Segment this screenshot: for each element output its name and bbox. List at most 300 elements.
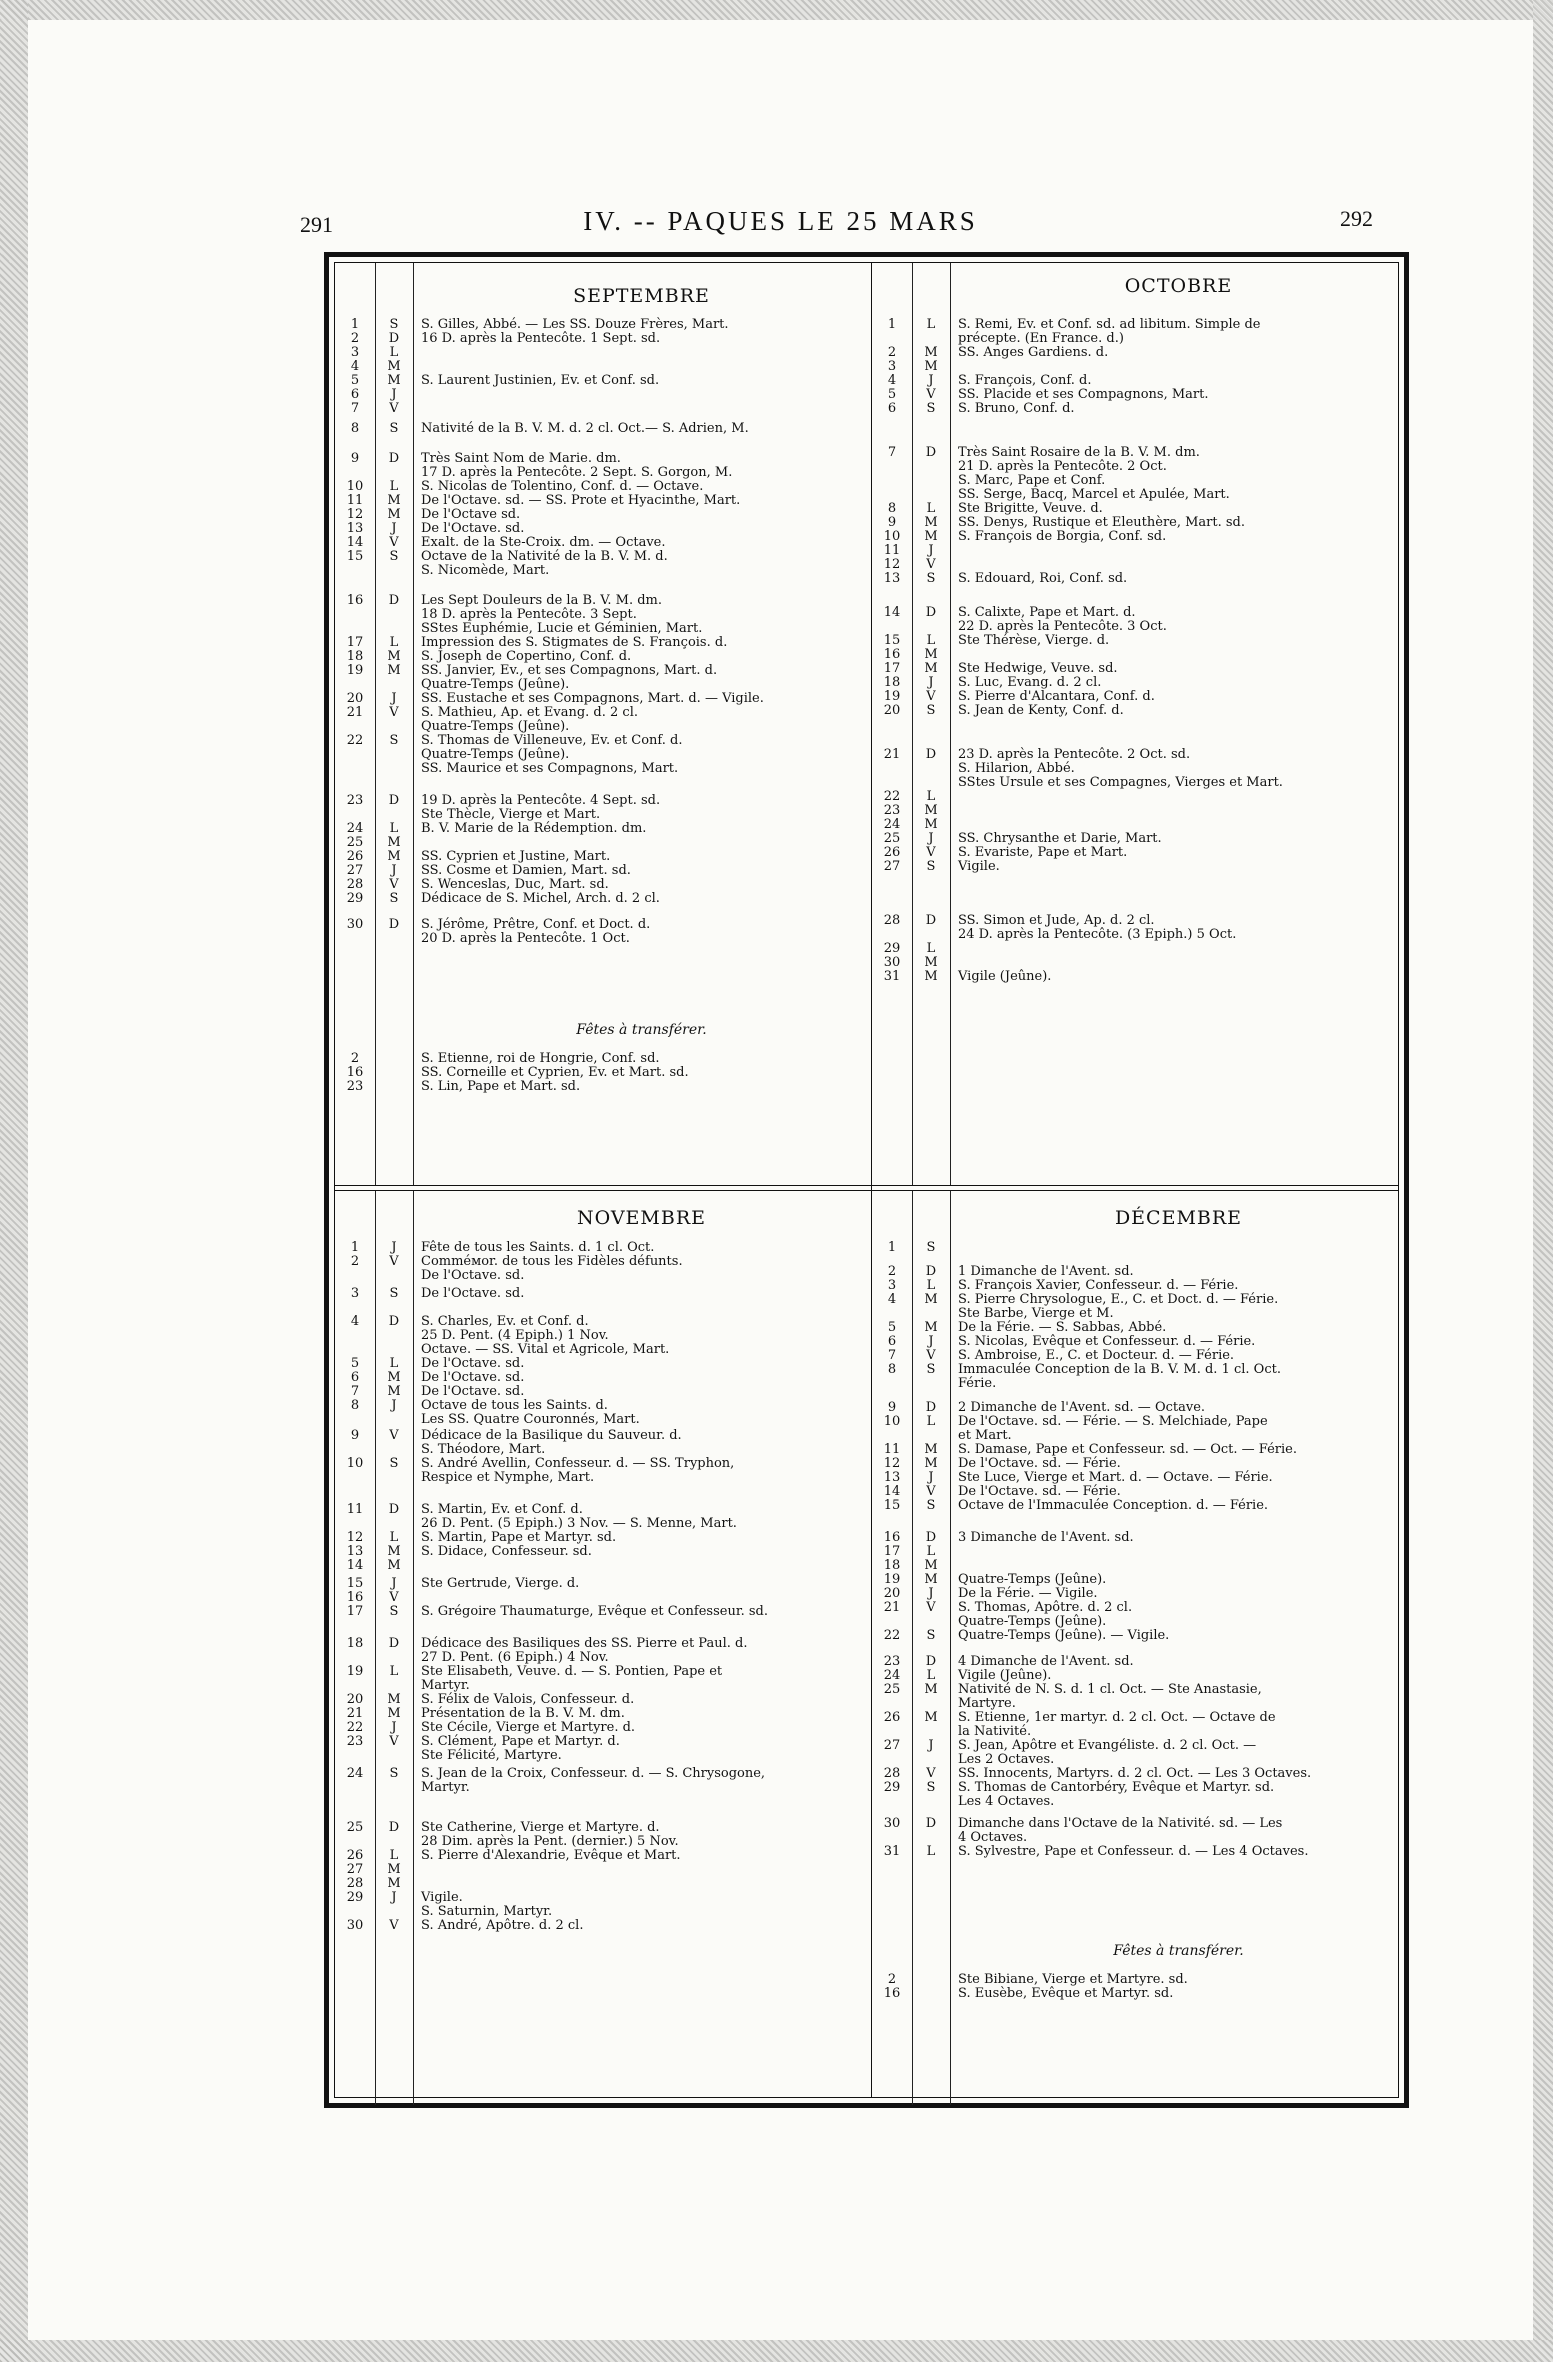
page-header	[28, 206, 1533, 246]
feast-text: S. Charles, Ev. et Conf. d. 25 D. Pent. (4 Epiph.) 1 Nov. Octave. — SS. Vital et Agricole, Mart.	[421, 1314, 670, 1357]
weekday-letter: V	[926, 1600, 936, 1615]
weekday-letter: M	[387, 373, 401, 388]
weekday-letter: M	[924, 817, 938, 832]
day-number: 7	[887, 1348, 897, 1363]
weekday-letter: V	[926, 1348, 936, 1363]
feast-text: 23 D. après la Pentecôte. 2 Oct. sd. S. Hilarion, Abbé. SStes Ursule et ses Compagnes, Vierges et Mart.	[958, 747, 1283, 790]
feast-text: Nativité de la B. V. M. d. 2 cl. Oct.— S. Adrien, M.	[421, 421, 749, 436]
day-number: 7	[350, 401, 360, 416]
feast-text: Nativité de N. S. d. 1 cl. Oct. — Ste Anastasie, Martyre.	[958, 1682, 1262, 1711]
weekday-letter: D	[388, 331, 400, 346]
day-number: 13	[883, 571, 901, 586]
day-number: 23	[883, 1654, 901, 1669]
weekday-letter: V	[389, 877, 399, 892]
feast-text: S. François Xavier, Confesseur. d. — Férie.	[958, 1278, 1239, 1293]
feast-text: S. Wenceslas, Duc, Mart. sd.	[421, 877, 609, 892]
weekday-letter: D	[388, 1314, 400, 1329]
weekday-letter: S	[389, 1766, 399, 1781]
feast-text: Présentation de la B. V. M. dm.	[421, 1706, 625, 1721]
day-number: 5	[350, 1356, 360, 1371]
day-number: 29	[346, 891, 364, 906]
feast-text: 4 Dimanche de l'Avent. sd.	[958, 1654, 1134, 1669]
feast-text: SS. Anges Gardiens. d.	[958, 345, 1109, 360]
feast-text: De la Férie. — S. Sabbas, Abbé.	[958, 1320, 1167, 1335]
feast-text: Vigile (Jeûne).	[958, 969, 1052, 984]
feast-text: S. Nicolas de Tolentino, Conf. d. — Octave.	[421, 479, 704, 494]
weekday-letter: J	[928, 1738, 934, 1753]
day-number: 18	[346, 1636, 364, 1651]
day-number: 29	[346, 1890, 364, 1905]
day-number: 16	[883, 1530, 901, 1545]
day-number: 27	[346, 863, 364, 878]
feast-text: 16 D. après la Pentecôte. 1 Sept. sd.	[421, 331, 661, 346]
day-number: 16	[346, 593, 364, 608]
feast-text: S. Etienne, 1er martyr. d. 2 cl. Oct. — Octave de la Nativité.	[958, 1710, 1276, 1739]
day-number: 19	[346, 1664, 364, 1679]
day-number: 23	[346, 1079, 364, 1094]
feast-text: De l'Octave. sd.	[421, 1356, 525, 1371]
day-number: 30	[346, 917, 364, 932]
feast-text: Ste Cécile, Vierge et Martyre. d.	[421, 1720, 636, 1735]
day-number: 24	[346, 821, 364, 836]
weekday-letter: J	[928, 1470, 934, 1485]
day-number: 8	[887, 501, 897, 516]
weekday-letter: S	[926, 401, 936, 416]
weekday-letter: L	[389, 1664, 399, 1679]
month-septembre	[335, 263, 870, 1185]
feast-text: S. Gilles, Abbé. — Les SS. Douze Frères, Mart.	[421, 317, 729, 332]
weekday-letter: D	[388, 917, 400, 932]
day-number: 24	[346, 1766, 364, 1781]
feast-text: Ste Hedwige, Veuve. sd.	[958, 661, 1118, 676]
day-number: 6	[887, 1334, 897, 1349]
day-number: 28	[346, 877, 364, 892]
weekday-letter: L	[389, 1848, 399, 1863]
day-number: 17	[883, 661, 901, 676]
feast-text: S. Félix de Valois, Confesseur. d.	[421, 1692, 635, 1707]
calendar-frame	[324, 252, 1409, 2108]
feast-text: Exalt. de la Ste-Croix. dm. — Octave.	[421, 535, 666, 550]
weekday-letter: L	[926, 1278, 936, 1293]
weekday-letter: L	[926, 1414, 936, 1429]
weekday-letter: S	[926, 1498, 936, 1513]
day-number: 10	[883, 529, 901, 544]
feast-text: S. Remi, Ev. et Conf. sd. ad libitum. Simple de précepte. (En France. d.)	[958, 317, 1261, 346]
day-number: 24	[883, 1668, 901, 1683]
weekday-letter: M	[924, 1292, 938, 1307]
feast-text: S. Jean de la Croix, Confesseur. d. — S. Chrysogone, Martyr.	[421, 1766, 766, 1795]
day-number: 18	[883, 675, 901, 690]
feast-text: Très Saint Rosaire de la B. V. M. dm. 21 D. après la Pentecôte. 2 Oct. S. Marc, Pape et Conf. SS. Serge, Bacq, Marcel et Apulée, Mart.	[958, 445, 1230, 502]
feast-text: S. André Avellin, Confesseur. d. — SS. Tryphon, Respice et Nymphe, Mart.	[421, 1456, 735, 1485]
weekday-letter: D	[925, 1530, 937, 1545]
weekday-letter: J	[391, 521, 397, 536]
feast-text: S. André, Apôtre. d. 2 cl.	[421, 1918, 584, 1933]
day-number: 9	[887, 515, 897, 530]
day-number: 17	[346, 635, 364, 650]
feast-text: S. Jean de Kenty, Conf. d.	[958, 703, 1124, 718]
day-number: 12	[883, 1456, 901, 1471]
feast-text: S. Evariste, Pape et Mart.	[958, 845, 1128, 860]
day-number: 19	[346, 663, 364, 678]
day-number: 16	[883, 1986, 901, 2001]
feast-text: S. Damase, Pape et Confesseur. sd. — Oct. — Férie.	[958, 1442, 1297, 1457]
day-number: 15	[346, 1576, 364, 1591]
feast-text: De l'Octave. sd. — Férie. — S. Melchiade, Pape et Mart.	[958, 1414, 1268, 1443]
column-rule	[413, 263, 414, 1185]
day-number: 6	[350, 1370, 360, 1385]
day-number: 2	[887, 1264, 897, 1279]
weekday-letter: D	[388, 793, 400, 808]
weekday-letter: V	[389, 1918, 399, 1933]
day-number: 1	[350, 317, 360, 332]
feast-text: De l'Octave sd.	[421, 507, 521, 522]
feast-text: Vigile. S. Saturnin, Martyr.	[421, 1890, 553, 1919]
weekday-letter: S	[389, 1286, 399, 1301]
day-number: 15	[883, 633, 901, 648]
day-number: 31	[883, 1844, 901, 1859]
day-number: 20	[346, 691, 364, 706]
weekday-letter: J	[928, 1334, 934, 1349]
day-number: 24	[883, 817, 901, 832]
weekday-letter: J	[391, 1720, 397, 1735]
feast-text: SS. Innocents, Martyrs. d. 2 cl. Oct. — Les 3 Octaves.	[958, 1766, 1312, 1781]
day-number: 26	[346, 1848, 364, 1863]
day-number: 9	[887, 1400, 897, 1415]
day-number: 18	[883, 1558, 901, 1573]
day-number: 22	[346, 1720, 364, 1735]
day-number: 4	[350, 359, 360, 374]
feast-text: SS. Cyprien et Justine, Mart.	[421, 849, 611, 864]
weekday-letter: D	[388, 451, 400, 466]
feast-text: Vigile (Jeûne).	[958, 1668, 1052, 1683]
day-number: 13	[883, 1470, 901, 1485]
feast-text: Les Sept Douleurs de la B. V. M. dm. 18 D. après la Pentecôte. 3 Sept. SStes Euphémie, Lucie et Géminien, Mart.	[421, 593, 703, 636]
weekday-letter: M	[924, 955, 938, 970]
weekday-letter: M	[924, 1442, 938, 1457]
day-number: 8	[887, 1362, 897, 1377]
weekday-letter: L	[926, 1668, 936, 1683]
day-number: 10	[346, 479, 364, 494]
weekday-letter: V	[926, 1766, 936, 1781]
month-title: NOVEMBRE	[576, 1207, 707, 1229]
weekday-letter: M	[387, 649, 401, 664]
day-number: 10	[883, 1414, 901, 1429]
feast-text: S. Lin, Pape et Mart. sd.	[421, 1079, 581, 1094]
weekday-letter: M	[924, 969, 938, 984]
weekday-letter: M	[924, 345, 938, 360]
feast-text: Quatre-Temps (Jeûne). — Vigile.	[958, 1628, 1170, 1643]
feast-text: 2 Dimanche de l'Avent. sd. — Octave.	[958, 1400, 1206, 1415]
feast-text: SS. Chrysanthe et Darie, Mart.	[958, 831, 1162, 846]
feast-text: S. Edouard, Roi, Conf. sd.	[958, 571, 1128, 586]
month-title: SEPTEMBRE	[573, 285, 710, 307]
day-number: 23	[346, 1734, 364, 1749]
day-number: 20	[346, 1692, 364, 1707]
feast-text: Octave de l'Immaculée Conception. d. — Férie.	[958, 1498, 1269, 1513]
feast-text: S. François, Conf. d.	[958, 373, 1092, 388]
feast-text: Dédicace de S. Michel, Arch. d. 2 cl.	[421, 891, 660, 906]
month-title: OCTOBRE	[1124, 275, 1233, 297]
day-number: 8	[350, 421, 360, 436]
weekday-letter: M	[387, 835, 401, 850]
weekday-letter: M	[924, 661, 938, 676]
feast-text: S. Etienne, roi de Hongrie, Conf. sd.	[421, 1051, 660, 1066]
feast-text: Octave de la Nativité de la B. V. M. d. S. Nicomède, Mart.	[421, 549, 668, 578]
feast-text: B. V. Marie de la Rédemption. dm.	[421, 821, 647, 836]
feast-text: Fête de tous les Saints. d. 1 cl. Oct.	[421, 1240, 655, 1255]
weekday-letter: L	[926, 1844, 936, 1859]
day-number: 15	[883, 1498, 901, 1513]
weekday-letter: V	[389, 1590, 399, 1605]
day-number: 5	[887, 387, 897, 402]
feast-text: S. Thomas de Villeneuve, Ev. et Conf. d. Quatre-Temps (Jeûne). SS. Maurice et ses Compagnons, Mart.	[421, 733, 683, 776]
feast-text: SS. Janvier, Ev., et ses Compagnons, Mart. d. Quatre-Temps (Jeûne).	[421, 663, 718, 692]
day-number: 2	[350, 331, 360, 346]
feast-text: Ste Thérèse, Vierge. d.	[958, 633, 1110, 648]
weekday-letter: J	[391, 1240, 397, 1255]
day-number: 28	[346, 1876, 364, 1891]
weekday-letter: L	[389, 635, 399, 650]
day-number: 19	[883, 1572, 901, 1587]
weekday-letter: D	[925, 1654, 937, 1669]
weekday-letter: V	[389, 705, 399, 720]
day-number: 1	[887, 317, 897, 332]
feast-text: SS. Cosme et Damien, Mart. sd.	[421, 863, 631, 878]
feast-text: S. Mathieu, Ap. et Evang. d. 2 cl. Quatre-Temps (Jeûne).	[421, 705, 638, 734]
feast-text: Dimanche dans l'Octave de la Nativité. sd. — Les 4 Octaves.	[958, 1816, 1283, 1845]
weekday-letter: V	[389, 401, 399, 416]
weekday-letter: M	[387, 1692, 401, 1707]
weekday-letter: D	[388, 593, 400, 608]
weekday-letter: V	[926, 689, 936, 704]
weekday-letter: M	[924, 1320, 938, 1335]
weekday-letter: V	[389, 535, 399, 550]
weekday-letter: D	[388, 1636, 400, 1651]
feast-text: S. Eusèbe, Evêque et Martyr. sd.	[958, 1986, 1174, 2001]
day-number: 15	[346, 549, 364, 564]
weekday-letter: L	[926, 633, 936, 648]
weekday-letter: M	[387, 507, 401, 522]
weekday-letter: J	[928, 675, 934, 690]
weekday-letter: S	[389, 421, 399, 436]
weekday-letter: M	[924, 1558, 938, 1573]
day-number: 25	[883, 1682, 901, 1697]
weekday-letter: M	[924, 803, 938, 818]
day-number: 4	[887, 373, 897, 388]
day-number: 7	[350, 1384, 360, 1399]
weekday-letter: L	[926, 941, 936, 956]
day-number: 1	[350, 1240, 360, 1255]
day-number: 26	[883, 845, 901, 860]
day-number: 13	[346, 1544, 364, 1559]
scanned-page	[28, 20, 1533, 2340]
day-number: 16	[346, 1065, 364, 1080]
day-number: 4	[350, 1314, 360, 1329]
day-number: 28	[883, 913, 901, 928]
weekday-letter: J	[391, 863, 397, 878]
month-decembre	[872, 1191, 1407, 2105]
day-number: 29	[883, 1780, 901, 1795]
feast-text: SS. Simon et Jude, Ap. d. 2 cl. 24 D. après la Pentecôte. (3 Epiph.) 5 Oct.	[958, 913, 1237, 942]
day-number: 17	[346, 1604, 364, 1619]
feast-text: S. Pierre d'Alcantara, Conf. d.	[958, 689, 1155, 704]
weekday-letter: V	[389, 1734, 399, 1749]
weekday-letter: D	[388, 1502, 400, 1517]
weekday-letter: M	[387, 1876, 401, 1891]
column-rule	[950, 263, 951, 1185]
day-number: 25	[346, 1820, 364, 1835]
scan-noise-bottom	[0, 2340, 1553, 2362]
weekday-letter: M	[924, 1682, 938, 1697]
weekday-letter: V	[926, 557, 936, 572]
weekday-letter: D	[925, 747, 937, 762]
weekday-letter: J	[391, 1576, 397, 1591]
feast-text: S. Nicolas, Evêque et Confesseur. d. — Férie.	[958, 1334, 1256, 1349]
weekday-letter: M	[387, 1384, 401, 1399]
feast-text: Ste Bibiane, Vierge et Martyre. sd.	[958, 1972, 1188, 1987]
month-title: DÉCEMBRE	[1114, 1207, 1243, 1229]
feast-text: De l'Octave. sd. — SS. Prote et Hyacinthe, Mart.	[421, 493, 741, 508]
day-number: 14	[883, 605, 901, 620]
calendar-inner	[334, 262, 1399, 2098]
feast-text: SS. Placide et ses Compagnons, Mart.	[958, 387, 1209, 402]
day-number: 26	[883, 1710, 901, 1725]
feast-text: Immaculée Conception de la B. V. M. d. 1 cl. Oct. Férie.	[958, 1362, 1281, 1391]
feast-text: S. Bruno, Conf. d.	[958, 401, 1075, 416]
weekday-letter: M	[387, 1706, 401, 1721]
weekday-letter: M	[387, 1544, 401, 1559]
weekday-letter: M	[387, 1370, 401, 1385]
day-number: 20	[883, 1586, 901, 1601]
feast-text: S. Sylvestre, Pape et Confesseur. d. — Les 4 Octaves.	[958, 1844, 1309, 1859]
feast-text: Impression des S. Stigmates de S. François. d.	[421, 635, 728, 650]
feast-text: S. Jean, Apôtre et Evangéliste. d. 2 cl. Oct. — Les 2 Octaves.	[958, 1738, 1257, 1767]
day-number: 27	[346, 1862, 364, 1877]
weekday-letter: S	[389, 317, 399, 332]
weekday-letter: M	[387, 1558, 401, 1573]
day-number: 2	[887, 1972, 897, 1987]
day-number: 29	[883, 941, 901, 956]
day-number: 9	[350, 451, 360, 466]
weekday-letter: S	[926, 1780, 936, 1795]
day-number: 16	[346, 1590, 364, 1605]
day-number: 2	[350, 1051, 360, 1066]
day-number: 28	[883, 1766, 901, 1781]
feast-text: S. Grégoire Thaumaturge, Evêque et Confesseur. sd.	[421, 1604, 769, 1619]
day-number: 31	[883, 969, 901, 984]
day-number: 22	[346, 733, 364, 748]
day-number: 2	[350, 1254, 360, 1269]
feast-text: S. Jérôme, Prêtre, Conf. et Doct. d. 20 D. après la Pentecôte. 1 Oct.	[421, 917, 651, 946]
day-number: 23	[883, 803, 901, 818]
month-octobre	[872, 263, 1407, 1185]
day-number: 14	[346, 1558, 364, 1573]
day-number: 25	[346, 835, 364, 850]
day-number: 12	[346, 507, 364, 522]
day-number: 21	[883, 747, 901, 762]
feast-text: De la Férie. — Vigile.	[958, 1586, 1098, 1601]
weekday-letter: J	[928, 831, 934, 846]
feast-text: S. Martin, Pape et Martyr. sd.	[421, 1530, 617, 1545]
weekday-letter: V	[926, 1484, 936, 1499]
weekday-letter: S	[389, 891, 399, 906]
day-number: 7	[887, 445, 897, 460]
weekday-letter: S	[926, 1628, 936, 1643]
day-number: 6	[350, 387, 360, 402]
day-number: 6	[887, 401, 897, 416]
day-number: 16	[883, 647, 901, 662]
day-number: 21	[883, 1600, 901, 1615]
transfer-title: Fêtes à transférer.	[1113, 1943, 1244, 1959]
weekday-letter: J	[928, 373, 934, 388]
weekday-letter: S	[926, 571, 936, 586]
day-number: 22	[883, 1628, 901, 1643]
day-number: 3	[887, 359, 897, 374]
weekday-letter: D	[925, 605, 937, 620]
weekday-letter: J	[928, 543, 934, 558]
feast-text: S. Luc, Evang. d. 2 cl.	[958, 675, 1102, 690]
weekday-letter: S	[389, 733, 399, 748]
weekday-letter: M	[924, 529, 938, 544]
day-number: 12	[346, 1530, 364, 1545]
feast-text: S. Ambroise, E., C. et Docteur. d. — Férie.	[958, 1348, 1235, 1363]
day-number: 30	[883, 1816, 901, 1831]
feast-text: De l'Octave. sd.	[421, 1286, 525, 1301]
weekday-letter: S	[926, 1362, 936, 1377]
feast-text: Vigile.	[958, 859, 1000, 874]
day-number: 11	[346, 493, 364, 508]
feast-text: Dédicace des Basiliques des SS. Pierre et Paul. d. 27 D. Pent. (6 Epiph.) 4 Nov.	[421, 1636, 748, 1665]
feast-text: Quatre-Temps (Jeûne).	[958, 1572, 1107, 1587]
day-number: 30	[883, 955, 901, 970]
feast-text: SS. Corneille et Cyprien, Ev. et Mart. sd.	[421, 1065, 689, 1080]
feast-text: Octave de tous les Saints. d. Les SS. Quatre Couronnés, Mart.	[421, 1398, 640, 1427]
transfer-title: Fêtes à transférer.	[576, 1022, 707, 1038]
feast-text: De l'Octave. sd.	[421, 1384, 525, 1399]
weekday-letter: L	[926, 1544, 936, 1559]
day-number: 4	[887, 1292, 897, 1307]
weekday-letter: J	[391, 1890, 397, 1905]
feast-text: De l'Octave. sd.	[421, 1370, 525, 1385]
weekday-letter: J	[391, 387, 397, 402]
day-number: 18	[346, 649, 364, 664]
feast-text: S. Pierre Chrysologue, E., C. et Doct. d. — Férie. Ste Barbe, Vierge et M.	[958, 1292, 1279, 1321]
weekday-letter: M	[387, 359, 401, 374]
day-number: 21	[346, 705, 364, 720]
feast-text: S. Pierre d'Alexandrie, Evêque et Mart.	[421, 1848, 681, 1863]
weekday-letter: D	[925, 1400, 937, 1415]
feast-text: Ste Catherine, Vierge et Martyre. d. 28 Dim. après la Pent. (dernier.) 5 Nov.	[421, 1820, 679, 1849]
day-number: 17	[883, 1544, 901, 1559]
feast-text: Très Saint Nom de Marie. dm. 17 D. après la Pentecôte. 2 Sept. S. Gorgon, M.	[421, 451, 733, 480]
scan-noise-left	[0, 0, 28, 2362]
weekday-letter: M	[924, 1456, 938, 1471]
day-number: 12	[883, 557, 901, 572]
page-number-left: 291	[300, 212, 333, 237]
feast-text: S. Thomas, Apôtre. d. 2 cl. Quatre-Temps (Jeûne).	[958, 1600, 1133, 1629]
weekday-letter: L	[926, 317, 936, 332]
weekday-letter: M	[387, 663, 401, 678]
weekday-letter: V	[926, 387, 936, 402]
day-number: 20	[883, 703, 901, 718]
feast-text: De l'Octave. sd. — Férie.	[958, 1484, 1121, 1499]
day-number: 25	[883, 831, 901, 846]
weekday-letter: J	[391, 691, 397, 706]
feast-text: Ste Gertrude, Vierge. d.	[421, 1576, 580, 1591]
day-number: 5	[887, 1320, 897, 1335]
feast-text: 1 Dimanche de l'Avent. sd.	[958, 1264, 1134, 1279]
